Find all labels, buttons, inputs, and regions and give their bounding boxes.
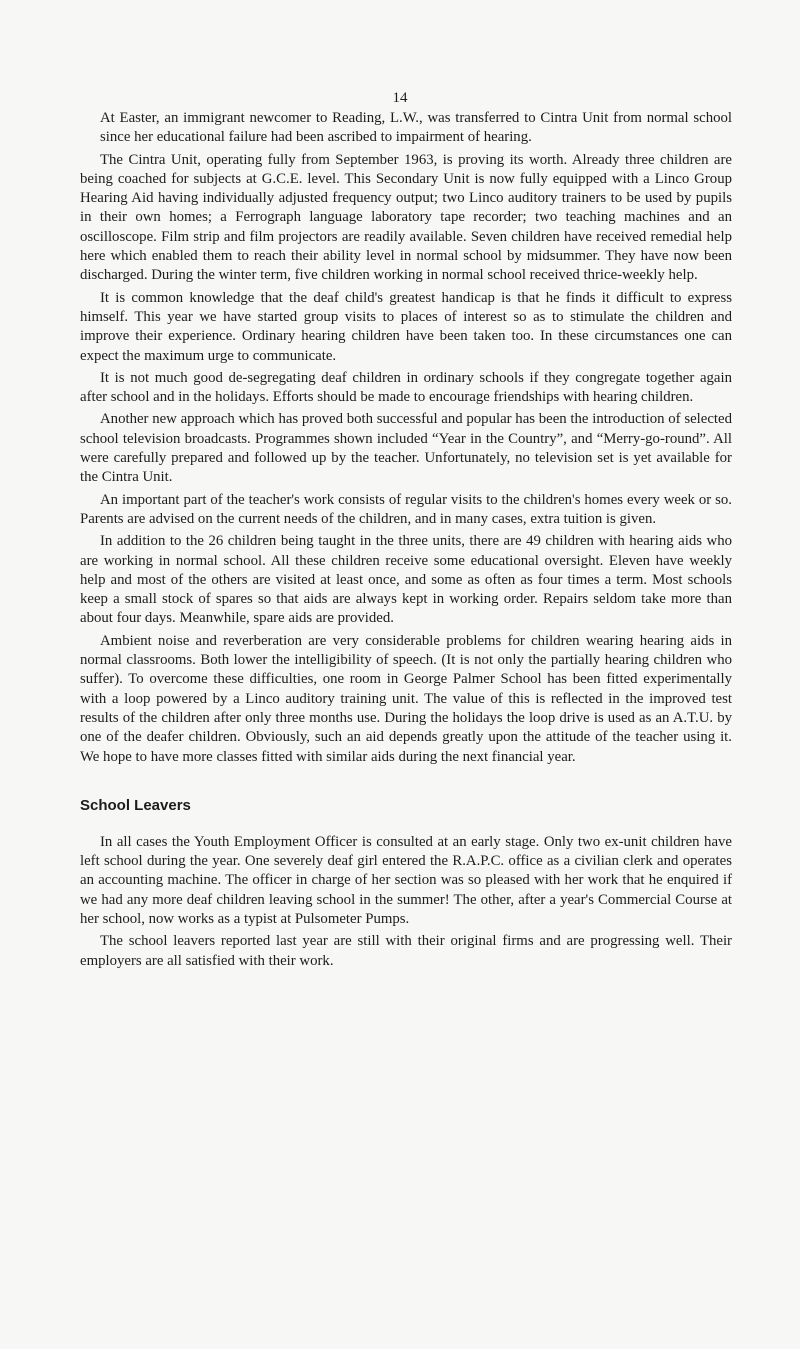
paragraph: An important part of the teacher's work consists of regular visits to the children's homes every week or so. Parents are advised on the current needs of the children, and in many cases, extra tuition is given. [80,491,732,527]
section-heading: School Leavers [80,796,191,814]
paragraph: In addition to the 26 children being taught in the three units, there are 49 children with hearing aids who are working in normal school. All these children receive some educational oversight. Eleven have weekly help and most of the others are visited at least once, and some as often as four times a term. Most schools keep a small stock of spares so that aids are always kept in working order. Repairs seldom take more than about four days. Meanwhile, spare aids are provided. [80,533,732,627]
paragraph: Another new approach which has proved both successful and popular has been the introduction of selected school television broadcasts. Programmes shown included “Year in the Country”, and “Merry-go-round”. All were carefully prepared and followed up by the teacher. Unfortunately, no television set is yet available for the Cintra Unit. [80,411,732,486]
paragraph: The Cintra Unit, operating fully from September 1963, is proving its worth. Already three children are being coached for subjects at G.C.E. level. This Secondary Unit is now fully equipped with a Linco Group Hearing Aid having individually adjusted frequency output; two Linco auditory trainers to be used by pupils in their own homes; a Ferrograph language laboratory tape recorder; two teaching machines and an oscilloscope. Film strip and film projectors are readily available. Seven children have received remedial help here which enabled them to reach their ability level in normal school by midsummer. They have now been discharged. During the winter term, five children working in normal school received thrice-weekly help. [80,151,732,284]
paragraph: It is common knowledge that the deaf child's greatest handicap is that he finds it difficult to express himself. This year we have started group visits to places of interest so as to stimulate the children and improve their experience. Ordinary hearing children have been taken too. In these circumstances one can expect the maximum urge to communicate. [80,289,732,364]
page-number: 14 [392,90,408,106]
body-text [80,109,732,974]
paragraph: Ambient noise and reverberation are very considerable problems for children wearing hearing aids in normal classrooms. Both lower the intelligibility of speech. (It is not only the partially hearing children who suffer). To overcome these difficulties, one room in George Palmer School has been fitted experimentally with a loop powered by a Linco auditory training unit. The value of this is reflected in the improved test results of the children after only three months use. During the holidays the loop drive is used as an A.T.U. by one of the deafer children. Obviously, such an aid depends greatly upon the attitude of the teacher using it. We hope to have more classes fitted with similar aids during the next financial year. [80,632,732,765]
paragraph: The school leavers reported last year are still with their original firms and are progressing well. Their employers are all satisfied with their work. [80,933,732,969]
paragraph: At Easter, an immigrant newcomer to Reading, L.W., was transferred to Cintra Unit from normal school since her educational failure had been ascribed to impairment of hearing. [100,110,732,146]
paragraph: In all cases the Youth Employment Officer is consulted at an early stage. Only two ex-unit children have left school during the year. One severely deaf girl entered the R.A.P.C. office as a civilian clerk and operates an accounting machine. The officer in charge of her section was so pleased with her work that he enquired if we had any more deaf children leaving school in the summer! The other, after a year's Commercial Course at her school, now works as a typist at Pulsometer Pumps. [80,833,732,927]
paragraph: It is not much good de-segregating deaf children in ordinary schools if they congregate together again after school and in the holidays. Efforts should be made to encourage friendships with hearing children. [80,369,732,406]
